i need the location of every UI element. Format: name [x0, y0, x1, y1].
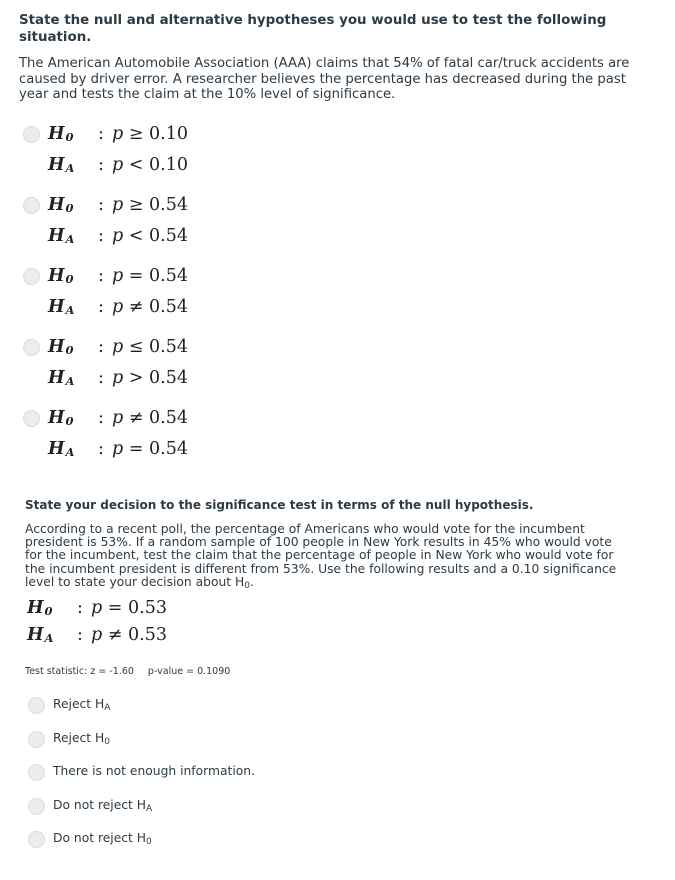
null-relation: ≤ [128, 337, 144, 357]
radio-button[interactable] [28, 798, 45, 815]
p-variable: p [112, 124, 124, 144]
null-relation: = [128, 266, 144, 286]
question-2-title: State your decision to the significance test in terms of the null hypothesis. [25, 498, 534, 512]
p-variable: p [112, 226, 124, 246]
radio-button[interactable] [23, 126, 40, 143]
p-variable: p [112, 195, 124, 215]
null-hypothesis-line [48, 264, 188, 288]
null-relation: ≠ [128, 408, 144, 428]
colon: : [98, 195, 104, 215]
alt-value: 0.10 [149, 155, 188, 175]
p-variable: p [91, 598, 103, 618]
null-hypothesis-line [48, 193, 188, 217]
null-symbol: $H_0$ [48, 337, 74, 357]
radio-button[interactable] [23, 268, 40, 285]
null-value: 0.54 [149, 337, 188, 357]
alt-symbol: $H_A$ [27, 625, 54, 645]
radio-button[interactable] [28, 697, 45, 714]
alt-relation: < [128, 226, 144, 246]
colon: : [98, 155, 104, 175]
null-value: 0.54 [149, 195, 188, 215]
radio-button[interactable] [28, 831, 45, 848]
null-symbol: $H_0$ [48, 408, 74, 428]
null-symbol: $H_0$ [27, 598, 53, 618]
alt-relation: = [128, 439, 144, 459]
null-symbol: $H_0$ [48, 124, 74, 144]
null-value: 0.53 [128, 598, 167, 618]
decision-label: Do not reject H0 [53, 831, 152, 847]
p-variable: p [91, 625, 103, 645]
alt-symbol: $H_A$ [48, 368, 75, 388]
p-variable: p [112, 368, 124, 388]
colon: : [98, 408, 104, 428]
decision-label: There is not enough information. [53, 764, 255, 778]
colon: : [98, 297, 104, 317]
given-alt-hypothesis [27, 623, 167, 647]
colon: : [98, 368, 104, 388]
p-variable: p [112, 266, 124, 286]
alt-symbol: $H_A$ [48, 155, 75, 175]
p-variable: p [112, 408, 124, 428]
null-hypothesis-line [48, 406, 188, 430]
alt-hypothesis-line [48, 366, 188, 390]
alt-symbol: $H_A$ [48, 297, 75, 317]
alt-hypothesis-line [48, 153, 188, 177]
alt-hypothesis-line [48, 224, 188, 248]
null-hypothesis-line [48, 122, 188, 146]
alt-hypothesis-line [48, 295, 188, 319]
null-relation: ≥ [128, 195, 144, 215]
p-variable: p [112, 439, 124, 459]
given-null-hypothesis [27, 596, 167, 620]
radio-button[interactable] [23, 197, 40, 214]
null-value: 0.54 [149, 408, 188, 428]
hypothesis-options [22, 122, 422, 477]
hypothesis-option-5[interactable] [22, 406, 422, 477]
alt-value: 0.54 [149, 368, 188, 388]
colon: : [98, 124, 104, 144]
alt-relation: ≠ [128, 297, 144, 317]
colon: : [98, 266, 104, 286]
null-value: 0.10 [149, 124, 188, 144]
alt-value: 0.54 [149, 297, 188, 317]
null-symbol: $H_0$ [48, 195, 74, 215]
hypothesis-option-2[interactable] [22, 193, 422, 264]
decision-label: Reject H0 [53, 730, 111, 747]
colon: : [98, 337, 104, 357]
hypothesis-option-3[interactable] [22, 264, 422, 335]
p-variable: p [112, 155, 124, 175]
colon: : [77, 625, 83, 645]
alt-value: 0.53 [128, 625, 167, 645]
alt-value: 0.54 [149, 439, 188, 459]
decision-label: Do not reject HA [53, 797, 153, 814]
radio-button[interactable] [23, 339, 40, 356]
colon: : [98, 226, 104, 246]
radio-button[interactable] [23, 410, 40, 427]
question-2-body: According to a recent poll, the percentage of Americans who would vote for the incumbent president is 53%. If a random sample of 100 people in New York results in 45% who would vote for the incumbent, test the claim that the percentage of people in New York who would vote for the incumbent president is different from 53%. Use the following results and a 0.10 significance level to state your decision about H0. [25, 522, 617, 591]
test-statistic: Test statistic: z = -1.60 [25, 666, 134, 677]
null-symbol: $H_0$ [48, 266, 74, 286]
null-hypothesis-line [48, 335, 188, 359]
null-relation: = [107, 598, 123, 618]
alt-relation: > [128, 368, 144, 388]
question-1-body: The American Automobile Association (AAA) claims that 54% of fatal car/truck accidents are caused by driver error. A researcher believes the percentage has decreased during the past year and tests the claim at the 10% level of significance. [19, 56, 630, 102]
alt-relation: < [128, 155, 144, 175]
radio-button[interactable] [28, 731, 45, 748]
colon: : [98, 439, 104, 459]
hypothesis-option-4[interactable] [22, 335, 422, 406]
colon: : [77, 598, 83, 618]
question-1-title: State the null and alternative hypotheses you would use to test the following situation. [19, 13, 607, 45]
p-variable: p [112, 297, 124, 317]
p-value: p-value = 0.1090 [147, 666, 231, 677]
alt-relation: ≠ [107, 625, 123, 645]
alt-value: 0.54 [149, 226, 188, 246]
null-relation: ≥ [128, 124, 144, 144]
alt-symbol: $H_A$ [48, 439, 75, 459]
alt-hypothesis-line [48, 437, 188, 461]
alt-symbol: $H_A$ [48, 226, 75, 246]
decision-label: Reject HA [53, 697, 111, 713]
radio-button[interactable] [28, 764, 45, 781]
hypothesis-option-1[interactable] [22, 122, 422, 193]
null-value: 0.54 [149, 266, 188, 286]
test-results [25, 666, 230, 677]
p-variable: p [112, 337, 124, 357]
